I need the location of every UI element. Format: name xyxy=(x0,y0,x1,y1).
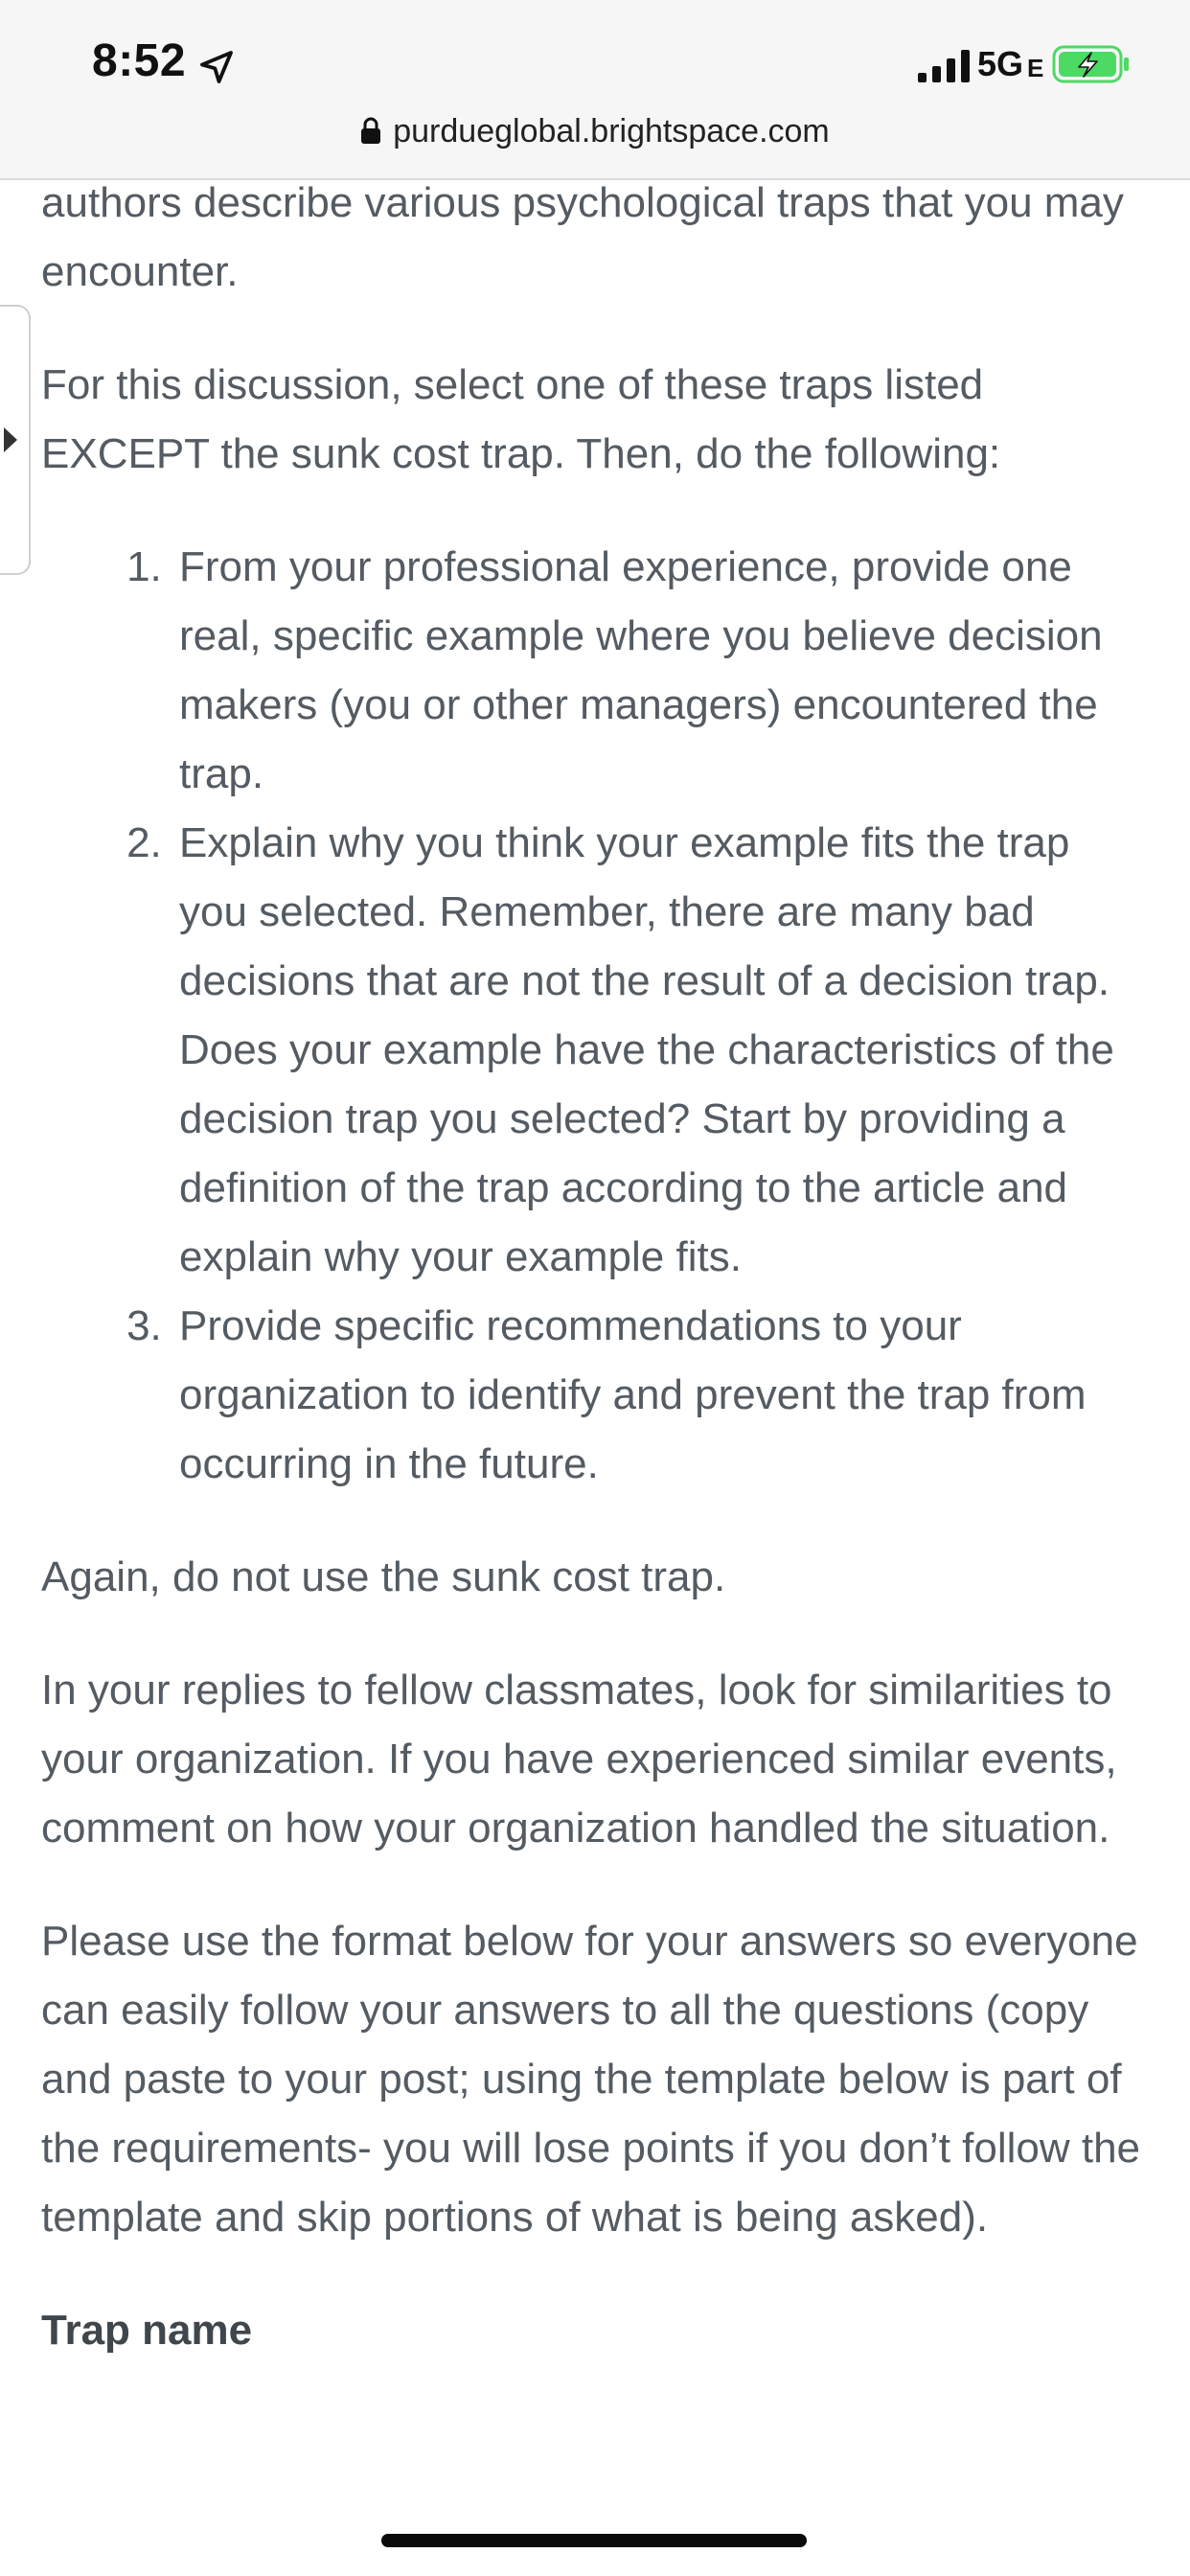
template-heading: Trap name xyxy=(41,2307,253,2354)
list-item: 2. Explain why you think your example fits the trap you selected. Remember, there are many bad decisions that are not the result of a decision trap. Does your example have the characteristics of the decision trap you selected? Start by providing a definition of the trap according to the article and explain why your example fits. xyxy=(173,809,1143,1292)
battery-charging-icon xyxy=(1052,44,1131,84)
lock-icon xyxy=(360,116,381,145)
reminder-paragraph: Again, do not use the sunk cost trap. xyxy=(41,1553,726,1600)
address-bar[interactable] xyxy=(0,113,1190,150)
replies-paragraph: In your replies to fellow classmates, look for similarities to your organization. If you have experienced similar events, comment on how your organization handled the situation. xyxy=(41,1667,1117,1852)
discussion-content xyxy=(41,169,1143,2409)
signal-bars-icon xyxy=(918,50,973,82)
status-time: 8:52 xyxy=(92,35,187,86)
steps-list xyxy=(41,533,1143,1499)
url-text: purdueglobal.brightspace.com xyxy=(393,113,830,150)
location-arrow-icon xyxy=(197,48,236,86)
browser-top-bar xyxy=(0,0,1190,180)
intro-fragment: authors describe various psychological traps that you may encounter. xyxy=(41,179,1124,295)
chevron-right-icon xyxy=(4,427,17,452)
network-type: 5G xyxy=(977,44,1024,83)
network-subtype: E xyxy=(1027,54,1044,82)
list-item: 1. From your professional experience, provide one real, specific example where you believe decision makers (you or other managers) encountered the trap. xyxy=(173,533,1143,809)
instruction-paragraph: For this discussion, select one of these traps listed EXCEPT the sunk cost trap. Then, do the following: xyxy=(41,361,1001,477)
home-indicator[interactable] xyxy=(381,2534,807,2547)
list-item: 3. Provide specific recommendations to your organization to identify and prevent the trap from occurring in the future. xyxy=(173,1292,1143,1499)
side-drawer-tab[interactable] xyxy=(0,305,31,575)
format-paragraph: Please use the format below for your answers so everyone can easily follow your answers to all the questions (copy and paste to your post; using the template below is part of the requirements- you will lose points if you don’t follow the template and skip portions of what is being asked). xyxy=(41,1918,1141,2241)
